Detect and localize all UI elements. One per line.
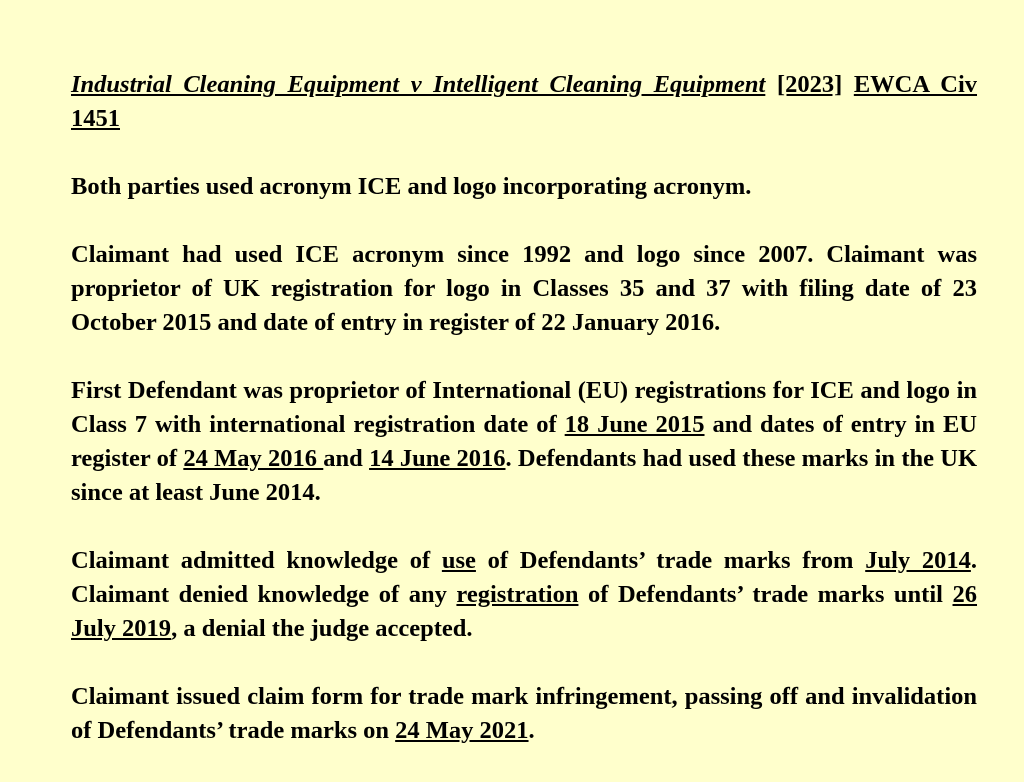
paragraph-claim-text-a: Claimant issued claim form for trade mark infringement, passing off and invalidation of Defendants’ trade marks on (71, 683, 977, 744)
paragraph-knowledge-text-b: of Defendants’ trade marks from (475, 547, 866, 574)
citation-year: [2023] (776, 71, 843, 98)
paragraph-parties-text: Both parties used acronym ICE and logo incorporating acronym. (71, 173, 752, 200)
paragraph-claim-text-b: . (528, 717, 535, 744)
slide-content (71, 68, 977, 782)
case-name: Industrial Cleaning Equipment v Intelligent Cleaning Equipment (71, 71, 766, 98)
paragraph-claim (71, 680, 977, 748)
citation-ref: EWCA Civ 1451 (71, 71, 978, 132)
paragraph-defendant (71, 374, 977, 510)
paragraph-knowledge-text-c: . Claimant denied knowledge of any (71, 547, 977, 608)
paragraph-claimant (71, 238, 977, 340)
paragraph-defendant-text-c: and (323, 445, 370, 472)
date-entry-2: 14 June 2016 (369, 445, 506, 472)
paragraph-knowledge-text-e: , a denial the judge accepted. (171, 615, 473, 642)
paragraph-defendant-text-a: First Defendant was proprietor of International (EU) registrations for ICE and logo in Class 7 with international registration date of (71, 377, 977, 438)
date-claim: 24 May 2021 (395, 717, 529, 744)
date-entry-1: 24 May 2016 (183, 445, 324, 472)
term-registration: registration (456, 581, 579, 608)
date-knowledge-registration: 26 July 2019 (71, 581, 978, 642)
term-use: use (441, 547, 476, 574)
date-registration: 18 June 2015 (564, 411, 705, 438)
paragraph-claimant-text: Claimant had used ICE acronym since 1992 and logo since 2007. Claimant was proprietor of UK registration for logo in Classes 35 and 37 with filing date of 23 October 2015 and date of entry in register of 22 January 2016. (71, 241, 977, 336)
paragraph-defendant-text-b: and dates of entry in EU register of (71, 411, 977, 472)
paragraph-knowledge-text-a: Claimant admitted knowledge of (71, 547, 442, 574)
paragraph-knowledge (71, 544, 977, 646)
paragraph-defendant-text-d: . Defendants had used these marks in the UK since at least June 2014. (71, 445, 977, 506)
date-knowledge-use: July 2014 (865, 547, 971, 574)
paragraph-knowledge-text-d: of Defendants’ trade marks until (578, 581, 953, 608)
case-heading (71, 68, 977, 136)
paragraph-parties (71, 170, 977, 204)
